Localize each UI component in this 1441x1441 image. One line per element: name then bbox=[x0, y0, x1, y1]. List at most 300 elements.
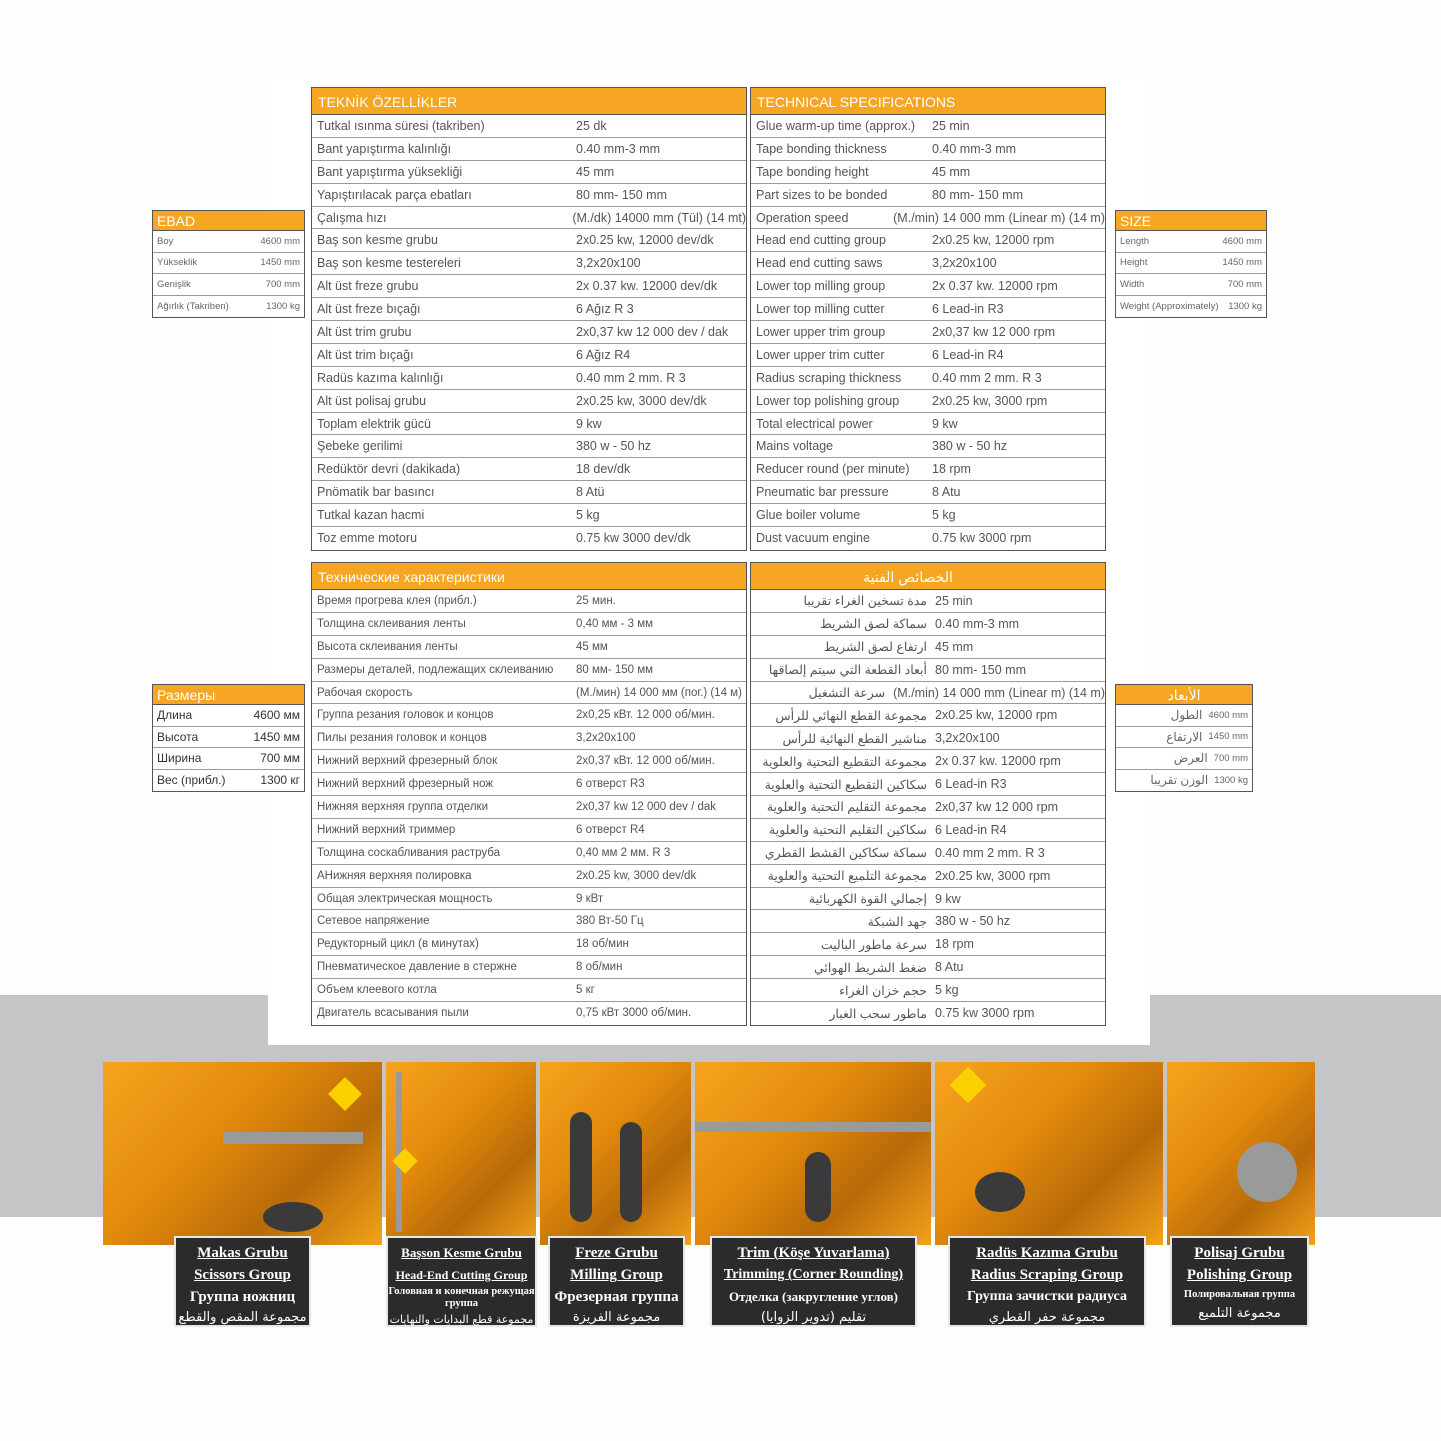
spec-label: Высота склеивания ленты bbox=[317, 640, 458, 653]
size-title-arabic: الأبعاد bbox=[1116, 685, 1252, 705]
spec-value: 45 mm bbox=[932, 164, 971, 179]
spec-label: Alt üst freze grubu bbox=[317, 279, 419, 294]
spec-value: 9 kw bbox=[576, 416, 602, 431]
caption-line: Freze Grubu bbox=[575, 1245, 658, 1261]
spec-value: 0,75 кВт 3000 об/мин. bbox=[576, 1007, 692, 1020]
spec-value: 2x0,37 кВт. 12 000 об/мин. bbox=[576, 755, 715, 768]
caption-line: Polishing Group bbox=[1186, 1267, 1293, 1283]
spec-label: Общая электрическая мощность bbox=[317, 892, 493, 905]
size-label: Yükseklik bbox=[157, 257, 198, 269]
size-row bbox=[1116, 705, 1252, 727]
spec-row bbox=[312, 773, 746, 796]
spec-row bbox=[751, 979, 1105, 1002]
spec-value: 6 Ağız R4 bbox=[576, 347, 631, 362]
spec-row bbox=[312, 910, 746, 933]
spec-label: Yapıştırılacak parça ebatları bbox=[317, 187, 472, 202]
caption-line: مجموعة الفريزة bbox=[572, 1310, 661, 1325]
spec-value: 2x0.25 kw, 12000 rpm bbox=[935, 708, 1058, 723]
spec-value: 0.40 mm-3 mm bbox=[932, 141, 1017, 156]
spec-label: Toplam elektrik gücü bbox=[317, 416, 431, 431]
spec-label: ماطور سحب الغبار bbox=[829, 1006, 927, 1021]
spec-value: 25 min bbox=[932, 118, 970, 133]
spec-row bbox=[312, 865, 746, 888]
caption-line: تقليم (تدوير الزوايا) bbox=[760, 1310, 867, 1325]
spec-label: Размеры деталей, подлежащих склеиванию bbox=[317, 663, 554, 676]
spec-row bbox=[751, 367, 1105, 390]
size-row bbox=[153, 748, 304, 770]
spec-value: 5 kg bbox=[932, 508, 956, 523]
size-value: 1300 кг bbox=[260, 773, 300, 788]
spec-row bbox=[312, 636, 746, 659]
spec-row bbox=[312, 481, 746, 504]
spec-row bbox=[751, 956, 1105, 979]
spec-value: 5 kg bbox=[935, 983, 959, 998]
spec-row bbox=[312, 979, 746, 1002]
spec-value: 2x0,25 кВт. 12 000 об/мин. bbox=[576, 709, 715, 722]
spec-row bbox=[312, 842, 746, 865]
caption-line: Scissors Group bbox=[194, 1267, 291, 1283]
spec-label: Glue warm-up time (approx.) bbox=[756, 118, 916, 133]
size-label: Width bbox=[1120, 278, 1145, 290]
spec-row bbox=[312, 413, 746, 436]
spec-value: 380 Вт-50 Гц bbox=[576, 915, 644, 928]
spec-row bbox=[751, 527, 1105, 550]
spec-value: 6 Lead-in R4 bbox=[935, 822, 1007, 837]
spec-row bbox=[751, 229, 1105, 252]
spec-label: Двигатель всасывания пыли bbox=[317, 1007, 469, 1020]
spec-row bbox=[751, 1002, 1105, 1025]
spec-label: Pneumatic bar pressure bbox=[756, 485, 889, 500]
size-row bbox=[1116, 231, 1266, 253]
spec-row bbox=[312, 275, 746, 298]
spec-label: Mains voltage bbox=[756, 439, 834, 454]
spec-row bbox=[312, 229, 746, 252]
spec-value: 2x 0.37 kw. 12000 dev/dk bbox=[576, 279, 718, 294]
spec-row bbox=[751, 413, 1105, 436]
spec-row bbox=[312, 956, 746, 979]
spec-label: سكاكين التقليم التحتية والعلوية bbox=[769, 823, 927, 838]
caption-line: Head-End Cutting Group bbox=[395, 1268, 528, 1282]
spec-label: Bant yapıştırma kalınlığı bbox=[317, 141, 452, 156]
spec-label: Рабочая скорость bbox=[317, 686, 413, 699]
size-label: Genişlik bbox=[157, 278, 191, 290]
spec-row bbox=[751, 933, 1105, 956]
spec-row bbox=[751, 481, 1105, 504]
spec-label: Нижний верхний фрезерный нож bbox=[317, 778, 494, 791]
spec-row bbox=[751, 796, 1105, 819]
spec-row bbox=[751, 888, 1105, 911]
size-label: Вес (прибл.) bbox=[157, 773, 226, 788]
size-value: 4600 mm bbox=[1222, 235, 1262, 247]
spec-value: 2x0,37 kw 12 000 dev / dak bbox=[576, 800, 717, 813]
spec-value: 380 w - 50 hz bbox=[932, 439, 1008, 454]
spec-value: 0.75 kw 3000 dev/dk bbox=[576, 531, 691, 546]
spec-row bbox=[312, 796, 746, 819]
spec-row bbox=[312, 727, 746, 750]
spec-row bbox=[312, 659, 746, 682]
spec-row bbox=[751, 184, 1105, 207]
spec-label: Redüktör devri (dakikada) bbox=[317, 462, 461, 477]
polishing-group-photo bbox=[1167, 1062, 1315, 1245]
size-row bbox=[153, 231, 304, 253]
spec-title-turkish: TEKNİK ÖZELLİKLER bbox=[312, 88, 746, 115]
spec-value: 0.40 mm 2 mm. R 3 bbox=[932, 370, 1042, 385]
spec-value: 6 отверст R4 bbox=[576, 823, 645, 836]
spec-label: Пилы резания головок и концов bbox=[317, 732, 487, 745]
spec-value: 0.40 mm 2 mm. R 3 bbox=[935, 845, 1045, 860]
spec-value: (M./min) 14 000 mm (Linear m) (14 m) bbox=[893, 210, 1105, 225]
spec-label: Сетевое напряжение bbox=[317, 915, 430, 928]
spec-row bbox=[312, 750, 746, 773]
spec-row bbox=[751, 115, 1105, 138]
spec-value: 0.40 mm-3 mm bbox=[576, 141, 661, 156]
spec-label: سكاكين التقطيع التحتية والعلوية bbox=[764, 777, 927, 792]
spec-value: 80 mm- 150 mm bbox=[935, 662, 1026, 677]
spec-value: 5 кг bbox=[576, 984, 595, 997]
spec-row bbox=[751, 161, 1105, 184]
spec-label: Lower top milling cutter bbox=[756, 302, 885, 317]
spec-label: АНижняя верхняя полировка bbox=[317, 869, 472, 882]
spec-value: 3,2x20x100 bbox=[932, 256, 997, 271]
spec-row bbox=[312, 590, 746, 613]
spec-row bbox=[751, 252, 1105, 275]
spec-value: 2x 0.37 kw. 12000 rpm bbox=[932, 279, 1058, 294]
spec-label: Пневматическое давление в стержне bbox=[317, 961, 517, 974]
spec-label: Lower upper trim group bbox=[756, 324, 886, 339]
spec-value: 45 mm bbox=[935, 639, 974, 654]
spec-row bbox=[751, 842, 1105, 865]
spec-row bbox=[751, 138, 1105, 161]
spec-value: 18 rpm bbox=[935, 937, 974, 952]
spec-value: 0.75 kw 3000 rpm bbox=[932, 531, 1032, 546]
caption-head-end-cutting-group bbox=[386, 1236, 537, 1327]
spec-value: 6 Lead-in R3 bbox=[932, 302, 1004, 317]
size-row bbox=[1116, 253, 1266, 275]
caption-line: Makas Grubu bbox=[197, 1245, 288, 1261]
spec-label: ارتفاع لصق الشريط bbox=[823, 640, 927, 655]
spec-label: سرعة ماطور الباليت bbox=[820, 937, 927, 952]
spec-row bbox=[751, 704, 1105, 727]
spec-value: 8 Atu bbox=[935, 960, 964, 975]
spec-row bbox=[751, 659, 1105, 682]
spec-label: Tutkal ısınma süresi (takriben) bbox=[317, 118, 485, 133]
spec-label: إجمالي القوة الكهربائية bbox=[808, 892, 927, 907]
spec-row bbox=[312, 458, 746, 481]
size-label: الارتفاع bbox=[1166, 729, 1203, 744]
spec-row bbox=[312, 161, 746, 184]
spec-label: Çalışma hızı bbox=[317, 210, 387, 225]
caption-line: مجموعة حفر القطري bbox=[988, 1310, 1106, 1325]
size-value: 1300 kg bbox=[1228, 300, 1262, 312]
size-label: Высота bbox=[157, 729, 199, 744]
spec-value: 0.75 kw 3000 rpm bbox=[935, 1006, 1035, 1021]
spec-label: Part sizes to be bonded bbox=[756, 187, 888, 202]
size-value: 1450 mm bbox=[1222, 257, 1262, 269]
radius-scraping-group-photo bbox=[935, 1062, 1163, 1245]
spec-row bbox=[751, 321, 1105, 344]
spec-value: 2x0.25 kw, 3000 dev/dk bbox=[576, 869, 697, 882]
spec-label: ضغط الشريط الهوائي bbox=[813, 960, 927, 975]
size-label: العرض bbox=[1173, 751, 1208, 766]
spec-value: 2x0.25 kw, 12000 rpm bbox=[932, 233, 1055, 248]
size-value: 1300 kg bbox=[266, 300, 300, 312]
hose-decor bbox=[570, 1112, 592, 1222]
size-row bbox=[153, 727, 304, 749]
size-value: 1450 мм bbox=[253, 729, 300, 744]
spec-title-arabic: الخصائص الفنية bbox=[751, 563, 1105, 590]
spec-label: Нижняя верхняя группа отделки bbox=[317, 800, 488, 813]
spec-value: 2x0,37 kw 12 000 rpm bbox=[932, 324, 1055, 339]
size-row bbox=[1116, 727, 1252, 749]
spec-label: مجموعة التلميع التحتية والعلوية bbox=[767, 869, 927, 884]
size-label: Ağırlık (Takriben) bbox=[157, 300, 229, 312]
spec-value: 2x0.25 kw, 3000 rpm bbox=[932, 393, 1048, 408]
spec-row bbox=[312, 115, 746, 138]
caption-line: Фрезерная группа bbox=[554, 1289, 679, 1305]
spec-label: سرعة التشغيل bbox=[808, 686, 886, 700]
spec-label: Pnömatik bar basıncı bbox=[317, 485, 435, 500]
caption-line: مجموعة المقص والقطع bbox=[178, 1310, 307, 1325]
spec-value: 25 dk bbox=[576, 118, 607, 133]
machine-rail-decor bbox=[695, 1122, 931, 1132]
warning-sign-decor bbox=[950, 1067, 987, 1104]
head-end-cutting-group-photo bbox=[386, 1062, 536, 1245]
spec-value: 380 w - 50 hz bbox=[935, 914, 1011, 929]
scissors-group-photo bbox=[103, 1062, 382, 1245]
spec-value: 8 Atu bbox=[932, 485, 961, 500]
spec-label: Lower top milling group bbox=[756, 279, 886, 294]
size-title-english: SIZE bbox=[1116, 211, 1266, 231]
spec-row bbox=[312, 704, 746, 727]
size-label: Height bbox=[1120, 257, 1148, 269]
size-label: Длина bbox=[157, 708, 193, 723]
size-value: 1450 mm bbox=[260, 257, 300, 269]
size-row bbox=[1116, 748, 1252, 770]
spec-row bbox=[312, 682, 746, 705]
spec-value: 2x 0.37 kw. 12000 rpm bbox=[935, 754, 1061, 769]
size-row bbox=[153, 296, 304, 318]
size-table-turkish bbox=[152, 210, 305, 318]
spec-row bbox=[312, 819, 746, 842]
size-value: 4600 mm bbox=[1208, 709, 1248, 721]
spec-value: 2x0,37 kw 12 000 dev / dak bbox=[576, 324, 729, 339]
caption-line: مجموعة قطع البدايات والنهايات bbox=[389, 1313, 534, 1326]
size-label: Length bbox=[1120, 235, 1150, 247]
size-value: 4600 мм bbox=[253, 708, 300, 723]
size-row bbox=[153, 253, 304, 275]
spec-row bbox=[751, 590, 1105, 613]
size-row bbox=[1116, 770, 1252, 792]
hose-decor bbox=[620, 1122, 642, 1222]
spec-label: Lower top polishing group bbox=[756, 393, 900, 408]
spec-label: Время прогрева клея (прибл.) bbox=[317, 594, 477, 607]
caption-polishing-group bbox=[1170, 1236, 1309, 1327]
warning-sign-decor bbox=[328, 1077, 362, 1111]
size-title-russian: Размеры bbox=[153, 685, 304, 705]
spec-row bbox=[312, 138, 746, 161]
spec-label: Radius scraping thickness bbox=[756, 370, 902, 385]
spec-row bbox=[751, 344, 1105, 367]
caption-line: مجموعة التلميع bbox=[1198, 1306, 1281, 1321]
caption-line: Polisaj Grubu bbox=[1194, 1245, 1285, 1261]
spec-row bbox=[312, 298, 746, 321]
caption-line: Trimming (Corner Rounding) bbox=[723, 1267, 904, 1282]
spec-label: Alt üst polisaj grubu bbox=[317, 393, 427, 408]
size-table-english bbox=[1115, 210, 1267, 318]
spec-label: Total electrical power bbox=[756, 416, 873, 431]
size-table-russian bbox=[152, 684, 305, 792]
size-row bbox=[153, 770, 304, 792]
spec-value: 9 кВт bbox=[576, 892, 604, 905]
spec-value: 18 rpm bbox=[932, 462, 971, 477]
caption-line: Группа ножниц bbox=[189, 1289, 296, 1305]
spec-value: 80 mm- 150 mm bbox=[576, 187, 667, 202]
spec-label: Head end cutting group bbox=[756, 233, 886, 248]
motor-decor bbox=[1237, 1142, 1297, 1202]
spec-table-english bbox=[750, 87, 1106, 551]
spec-label: Glue boiler volume bbox=[756, 508, 861, 523]
spec-value: 8 об/мин bbox=[576, 961, 623, 974]
spec-value: 3,2x20x100 bbox=[576, 732, 636, 745]
spec-row bbox=[751, 504, 1105, 527]
caption-line: Radius Scraping Group bbox=[970, 1267, 1124, 1283]
spec-value: 80 мм- 150 мм bbox=[576, 663, 654, 676]
size-row bbox=[153, 274, 304, 296]
spec-row bbox=[751, 390, 1105, 413]
spec-label: Группа резания головок и концов bbox=[317, 709, 494, 722]
spec-value: 2x0.25 kw, 12000 dev/dk bbox=[576, 233, 714, 248]
spec-value: 0.40 mm-3 mm bbox=[935, 616, 1020, 631]
spec-label: Tape bonding height bbox=[756, 164, 869, 179]
spec-value: 25 min bbox=[935, 593, 973, 608]
size-label: Ширина bbox=[157, 751, 202, 766]
spec-label: Объем клеевого котла bbox=[317, 984, 437, 997]
size-row bbox=[1116, 296, 1266, 318]
spec-label: Baş son kesme grubu bbox=[317, 233, 438, 248]
size-label: Boy bbox=[157, 235, 174, 247]
spec-label: Нижний верхний фрезерный блок bbox=[317, 755, 498, 768]
spec-label: Toz emme motoru bbox=[317, 531, 418, 546]
size-value: 4600 mm bbox=[260, 235, 300, 247]
spec-row bbox=[312, 207, 746, 230]
spec-row bbox=[312, 344, 746, 367]
spec-table-arabic bbox=[750, 562, 1106, 1026]
spec-label: أبعاد القطعة التي سيتم إلصاقها bbox=[768, 663, 927, 678]
spec-value: 80 mm- 150 mm bbox=[932, 187, 1023, 202]
spec-row bbox=[312, 933, 746, 956]
spec-value: 6 Lead-in R3 bbox=[935, 777, 1007, 792]
spec-row bbox=[751, 865, 1105, 888]
spec-value: 9 kw bbox=[932, 416, 958, 431]
spec-value: 380 w - 50 hz bbox=[576, 439, 652, 454]
size-label: Weight (Approximately) bbox=[1120, 300, 1219, 312]
spec-value: 45 мм bbox=[576, 640, 608, 653]
spec-row bbox=[751, 682, 1105, 705]
spec-row bbox=[312, 527, 746, 550]
spec-value: 6 Lead-in R4 bbox=[932, 347, 1004, 362]
spec-label: مدة تسخين الغراء تقريبا bbox=[803, 594, 927, 609]
spec-value: (M./min) 14 000 mm (Linear m) (14 m) bbox=[893, 685, 1105, 700]
caption-radius-scraping-group bbox=[948, 1236, 1146, 1327]
spec-value: 2x0.25 kw, 3000 dev/dk bbox=[576, 393, 707, 408]
spec-row bbox=[751, 458, 1105, 481]
spec-label: سماكة سكاكين القشط القطري bbox=[764, 846, 927, 861]
spec-row bbox=[312, 321, 746, 344]
spec-value: 9 kw bbox=[935, 891, 961, 906]
size-title-turkish: EBAD bbox=[153, 211, 304, 231]
spec-row bbox=[751, 750, 1105, 773]
milling-group-photo bbox=[540, 1062, 691, 1245]
caption-line: Полировальная группа bbox=[1183, 1289, 1296, 1300]
spec-label: مناشير القطع النهائية للرأس bbox=[782, 731, 927, 746]
spec-row bbox=[312, 888, 746, 911]
spec-value: 3,2x20x100 bbox=[935, 731, 1000, 746]
size-table-arabic bbox=[1115, 684, 1253, 792]
size-value: 700 mm bbox=[1213, 752, 1248, 764]
size-label: الوزن تقريبا bbox=[1150, 773, 1209, 788]
spec-table-turkish bbox=[311, 87, 747, 551]
hose-decor bbox=[805, 1152, 831, 1222]
spec-label: Нижний верхний триммер bbox=[317, 823, 456, 836]
caption-trimming-group bbox=[710, 1236, 917, 1327]
spec-value: 0,40 мм - 3 мм bbox=[576, 617, 654, 630]
caption-line: Milling Group bbox=[570, 1267, 663, 1283]
spec-label: Tape bonding thickness bbox=[756, 141, 887, 156]
spec-label: Head end cutting saws bbox=[756, 256, 883, 271]
spec-row bbox=[312, 252, 746, 275]
spec-value: 8 Atü bbox=[576, 485, 605, 500]
spec-row bbox=[312, 435, 746, 458]
spec-row bbox=[312, 504, 746, 527]
spec-value: 6 Ağız R 3 bbox=[576, 302, 634, 317]
spec-value: 2x0.25 kw, 3000 rpm bbox=[935, 868, 1051, 883]
spec-label: مجموعة التقليم التحتية والعلوية bbox=[766, 800, 927, 815]
spec-row bbox=[751, 275, 1105, 298]
trimming-group-photo bbox=[695, 1062, 931, 1245]
spec-value: 18 об/мин bbox=[576, 938, 629, 951]
machine-part-decor bbox=[263, 1202, 323, 1232]
spec-row bbox=[751, 910, 1105, 933]
spec-value: 3,2x20x100 bbox=[576, 256, 641, 271]
size-value: 700 мм bbox=[260, 751, 300, 766]
spec-label: جهد الشبكة bbox=[867, 914, 927, 929]
spec-label: سماكة لصق الشريط bbox=[820, 617, 927, 632]
spec-label: Reducer round (per minute) bbox=[756, 462, 910, 477]
spec-row bbox=[751, 819, 1105, 842]
spec-label: Radüs kazıma kalınlığı bbox=[317, 370, 444, 385]
spec-value: 0,40 мм 2 мм. R 3 bbox=[576, 846, 671, 859]
spec-value: (M./dk) 14000 mm (Tül) (14 mt) bbox=[572, 210, 746, 225]
spec-label: Lower upper trim cutter bbox=[756, 347, 885, 362]
caption-line: Головная и конечная режущая группа bbox=[388, 1286, 535, 1309]
spec-value: 0.40 mm 2 mm. R 3 bbox=[576, 370, 686, 385]
spec-label: Редукторный цикл (в минутах) bbox=[317, 938, 479, 951]
caption-line: Группа зачистки радиуса bbox=[967, 1289, 1127, 1304]
spec-label: مجموعة التقطيع التحتية والعلوية bbox=[762, 754, 927, 769]
spec-value: 18 dev/dk bbox=[576, 462, 631, 477]
size-row bbox=[153, 705, 304, 727]
machine-part-decor bbox=[975, 1172, 1025, 1212]
spec-row bbox=[312, 390, 746, 413]
size-value: 700 mm bbox=[1227, 278, 1262, 290]
spec-row bbox=[312, 184, 746, 207]
size-row bbox=[1116, 274, 1266, 296]
spec-row bbox=[751, 298, 1105, 321]
spec-table-russian bbox=[311, 562, 747, 1026]
spec-value: 5 kg bbox=[576, 508, 600, 523]
caption-milling-group bbox=[548, 1236, 685, 1327]
size-value: 1300 kg bbox=[1214, 774, 1248, 786]
